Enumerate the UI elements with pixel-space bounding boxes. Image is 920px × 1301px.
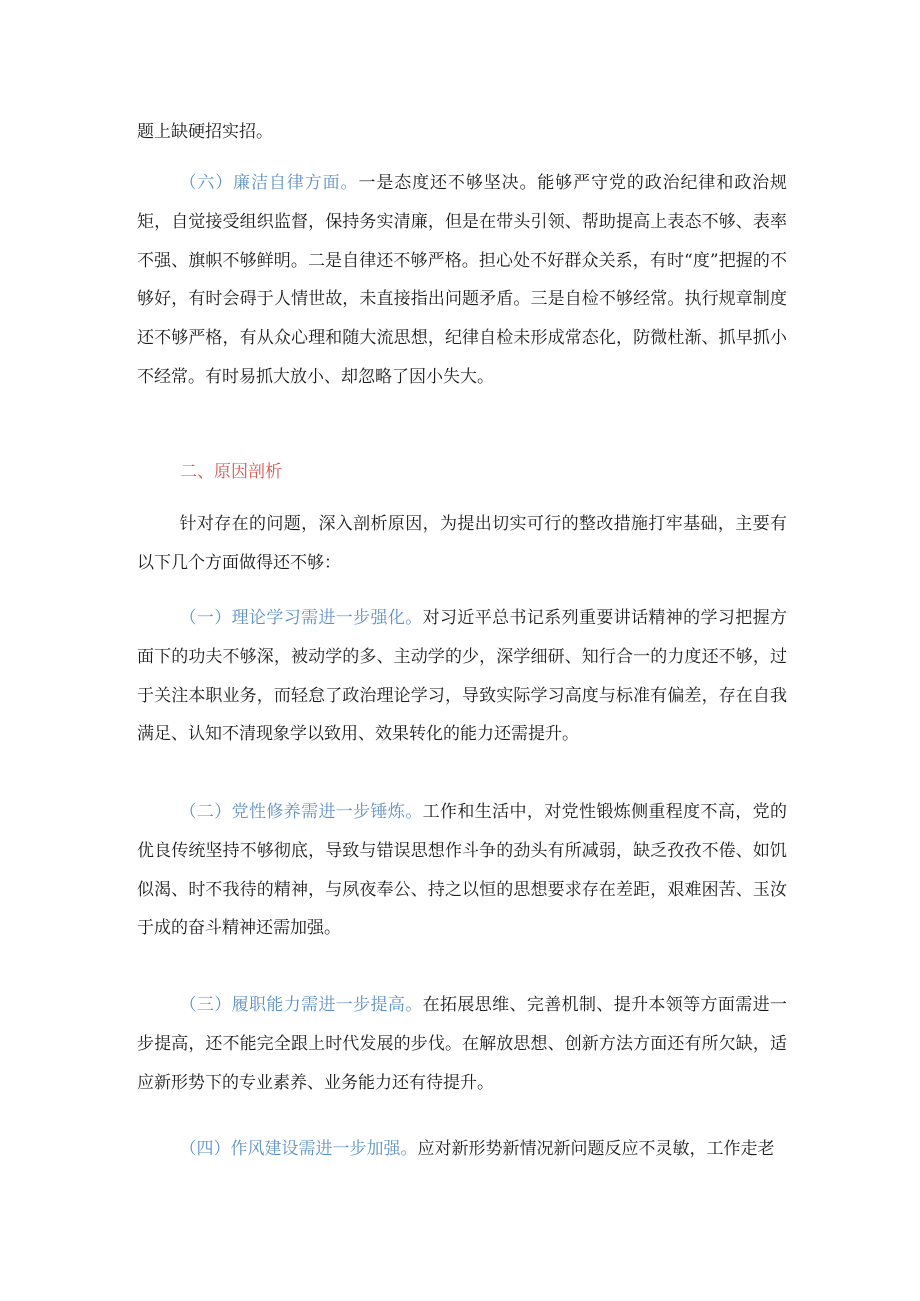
paragraph-text: 应对新形势新情况新问题反应不灵敏，工作走老 <box>417 1139 775 1159</box>
section-title-cause-analysis: 二、原因剖析 <box>180 462 282 482</box>
subheading-theory-study: （一）理论学习需进一步强化。 <box>179 608 423 628</box>
subheading-duty-ability: （三）履职能力需进一步提高。 <box>179 995 423 1015</box>
paragraph-text: 针对存在的问题，深入剖析原因，为提出切实可行的整改措施打牢基础，主要有以下几个方面做得还不够： <box>137 514 787 573</box>
paragraph-text: 题上缺硬招实招。 <box>137 122 273 142</box>
paragraph-reason-1 <box>137 599 787 754</box>
subheading-party-spirit: （二）党性修养需进一步锤炼。 <box>179 802 423 822</box>
paragraph-reason-4 <box>137 1130 787 1169</box>
paragraph-integrity <box>137 164 787 397</box>
paragraph-reason-2 <box>137 793 787 948</box>
paragraph-continuation <box>137 113 787 152</box>
paragraph-text: 对习近平总书记系列重要讲话精神的学习把握方面下的功夫不够深，被动学的多、主动学的少，深学细研、知行合一的力度还不够，过于关注本职业务，而轻怠了政治理论学习，导致实际学习高度与标准有偏差，存在自我满足、认知不清现象学以致用、效果转化的能力还需提升。 <box>137 608 788 745</box>
paragraph-intro <box>137 505 787 583</box>
paragraph-text: 一是态度还不够坚决。能够严守党的政治纪律和政治规矩，自觉接受组织监督，保持务实清廉，但是在带头引领、帮助提高上表态不够、表率不强、旗帜不够鲜明。二是自律还不够严格。担心处不好群众关系，有时“度”把握的不够好，有时会碍于人情世故，未直接指出问题矛盾。三是自检不够经常。执行规章制度还不够严格，有从众心理和随大流思想，纪律自检未形成常态化，防微杜渐、抓早抓小不经常。有时易抓大放小、却忽略了因小失大。 <box>137 173 788 387</box>
subheading-integrity: （六）廉洁自律方面。 <box>179 173 359 193</box>
paragraph-text: 在拓展思维、完善机制、提升本领等方面需进一步提高，还不能完全跟上时代发展的步伐。在解放思想、创新方法方面还有所欠缺，适应新形势下的专业素养、业务能力还有待提升。 <box>137 995 788 1093</box>
paragraph-reason-3 <box>137 986 787 1102</box>
subheading-work-style: （四）作风建设需进一步加强。 <box>179 1139 418 1159</box>
paragraph-text: 工作和生活中，对党性锻炼侧重程度不高，党的优良传统坚持不够彻底，导致与错误思想作斗争的劲头有所减弱，缺乏孜孜不倦、如饥似渴、时不我待的精神，与夙夜奉公、持之以恒的思想要求存在差距，艰难困苦、玉汝于成的奋斗精神还需加强。 <box>137 802 788 939</box>
